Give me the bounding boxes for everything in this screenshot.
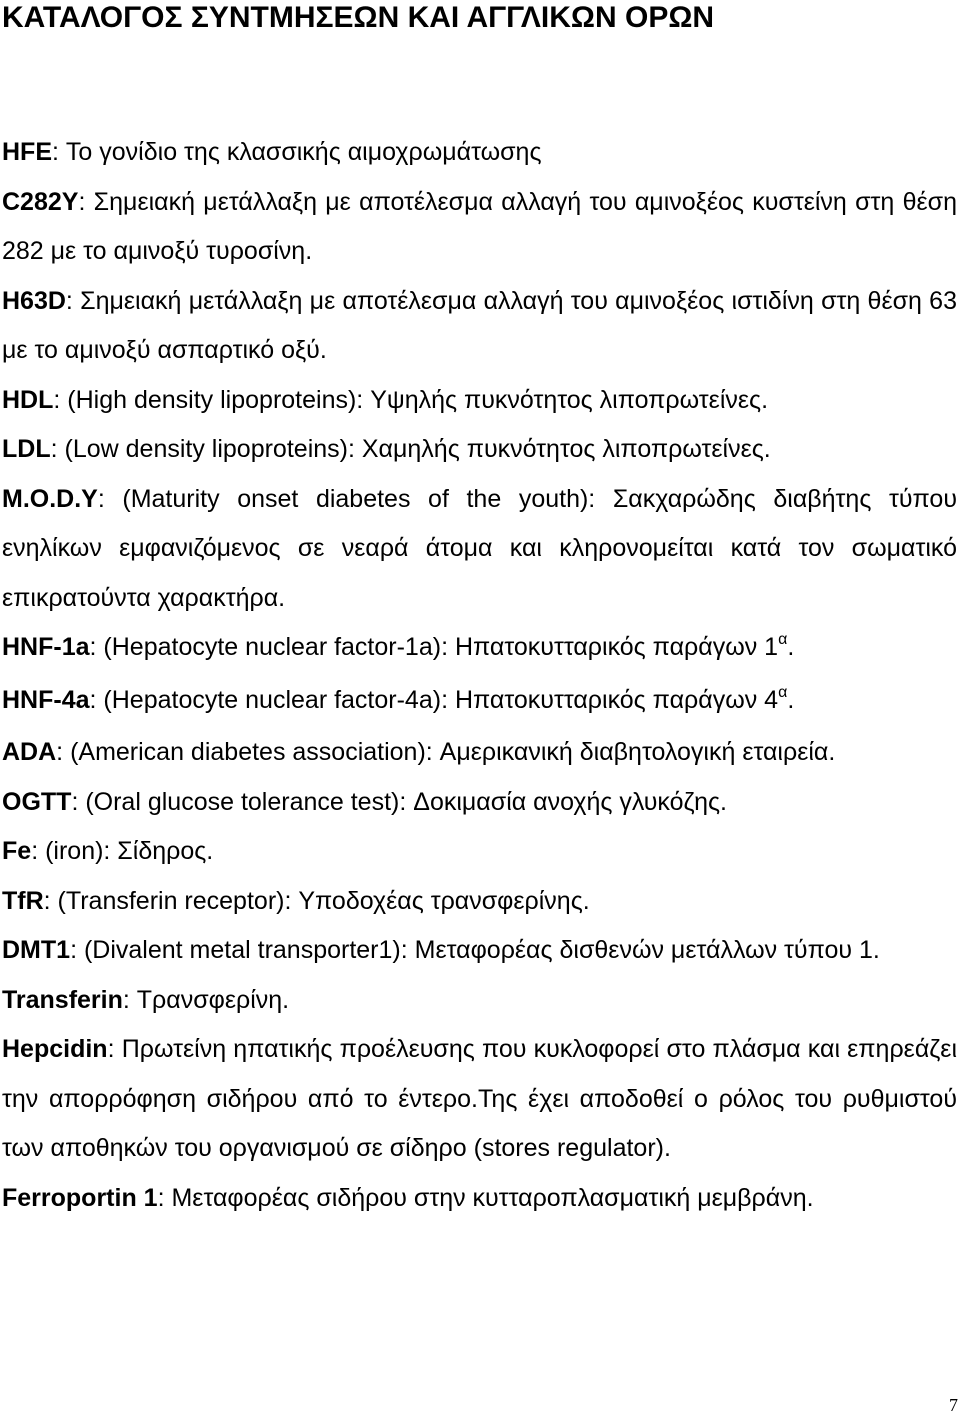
glossary-entry-hdl bbox=[2, 376, 957, 426]
glossary-entry-hnf4a bbox=[2, 676, 957, 729]
glossary-term: TfR bbox=[2, 886, 44, 915]
superscript-alpha: α bbox=[778, 683, 788, 701]
glossary-definition: : (Oral glucose tolerance test): Δοκιμασία ανοχής γλυκόζης. bbox=[71, 787, 727, 816]
glossary-entry-tfr bbox=[2, 877, 957, 927]
glossary-definition: : (Transferin receptor): Υποδοχέας τρανσφερίνης. bbox=[43, 886, 590, 915]
glossary-list bbox=[2, 128, 957, 1223]
glossary-term: Hepcidin bbox=[2, 1035, 108, 1063]
glossary-term: C282Y bbox=[2, 187, 79, 216]
glossary-entry-ogtt bbox=[2, 778, 957, 828]
glossary-term: DMT1 bbox=[2, 936, 71, 964]
glossary-entry-c282y bbox=[2, 178, 957, 277]
glossary-term: HFE bbox=[2, 138, 52, 166]
glossary-definition: : (Hepatocyte nuclear factor-4a): Ηπατοκυτταρικός παράγων 4 bbox=[89, 685, 779, 714]
glossary-definition-end: . bbox=[787, 633, 795, 661]
glossary-definition: : Πρωτείνη ηπατικής προέλευσης που κυκλοφορεί στο πλάσμα και επηρεάζει την απορρόφηση σιδήρου από το έντερο.Της έχει αποδοθεί ο ρόλος του ρυθμιστού των αποθηκών του οργανισμού σε σίδηρο (stores regulator). bbox=[2, 1035, 957, 1162]
glossary-term: OGTT bbox=[2, 787, 72, 816]
glossary-definition: : (Divalent metal transporter1): Μεταφορέας δισθενών μετάλλων τύπου 1. bbox=[70, 936, 880, 964]
glossary-definition: : (Maturity onset diabetes of the youth): Σακχαρώδης διαβήτης τύπου ενηλίκων εμφανιζόμενος σε νεαρά άτομα και κληρονομείται κατά τον σωματικό επικρατούντα χαρακτήρα. bbox=[2, 484, 957, 612]
glossary-entry-ferroportin bbox=[2, 1174, 957, 1224]
glossary-definition: : (American diabetes association): Αμερικανική διαβητολογική εταιρεία. bbox=[56, 738, 836, 766]
glossary-term: H63D bbox=[2, 286, 66, 315]
superscript-alpha: α bbox=[778, 631, 788, 648]
glossary-term: HNF-4a bbox=[2, 685, 90, 714]
glossary-entry-hepcidin bbox=[2, 1025, 957, 1174]
glossary-entry-ada bbox=[2, 728, 957, 778]
glossary-definition: : (Low density lipoproteins): Χαμηλής πυκνότητος λιποπρωτείνες. bbox=[50, 435, 771, 463]
glossary-definition: : Μεταφορέας σιδήρου στην κυτταροπλασματική μεμβράνη. bbox=[157, 1183, 814, 1212]
glossary-entry-h63d bbox=[2, 277, 957, 376]
glossary-entry-ldl bbox=[2, 425, 957, 475]
glossary-entry-hfe bbox=[2, 128, 957, 178]
glossary-definition: : (High density lipoproteins): Υψηλής πυκνότητος λιποπρωτείνες. bbox=[53, 385, 769, 414]
glossary-definition: : (Hepatocyte nuclear factor-1a): Ηπατοκυτταρικός παράγων 1 bbox=[89, 633, 779, 661]
glossary-term: HNF-1a bbox=[2, 633, 90, 661]
glossary-definition: : Σημειακή μετάλλαξη με αποτέλεσμα αλλαγή του αμινοξέος ιστιδίνη στη θέση 63 με το αμινοξύ ασπαρτικό οξύ. bbox=[2, 286, 957, 364]
glossary-definition: : (iron): Σίδηρος. bbox=[31, 837, 214, 865]
glossary-term: ADA bbox=[2, 738, 57, 766]
glossary-term: Transferin bbox=[2, 985, 123, 1014]
glossary-entry-mody bbox=[2, 475, 957, 624]
glossary-term: Fe bbox=[2, 837, 32, 865]
glossary-term: M.O.D.Y bbox=[2, 484, 98, 513]
glossary-entry-hnf1a bbox=[2, 623, 957, 676]
glossary-entry-fe bbox=[2, 827, 957, 877]
glossary-definition: : Τρανσφερίνη. bbox=[122, 985, 290, 1014]
glossary-definition: : Σημειακή μετάλλαξη με αποτέλεσμα αλλαγή του αμινοξέος κυστείνη στη θέση 282 με το αμινοξύ τυροσίνη. bbox=[2, 187, 957, 265]
glossary-entry-dmt1 bbox=[2, 926, 957, 976]
glossary-term: Ferroportin 1 bbox=[2, 1183, 158, 1212]
glossary-definition: : Το γονίδιο της κλασσικής αιμοχρωμάτωσης bbox=[52, 138, 542, 166]
page-title: ΚΑΤΑΛΟΓΟΣ ΣΥΝΤΜΗΣΕΩΝ ΚΑΙ ΑΓΓΛΙΚΩΝ ΟΡΩΝ bbox=[2, 1, 715, 34]
page-number: 7 bbox=[949, 1395, 958, 1415]
glossary-term: LDL bbox=[2, 435, 51, 463]
glossary-definition-end: . bbox=[787, 685, 795, 714]
glossary-term: HDL bbox=[2, 385, 54, 414]
glossary-entry-transferin bbox=[2, 976, 957, 1026]
